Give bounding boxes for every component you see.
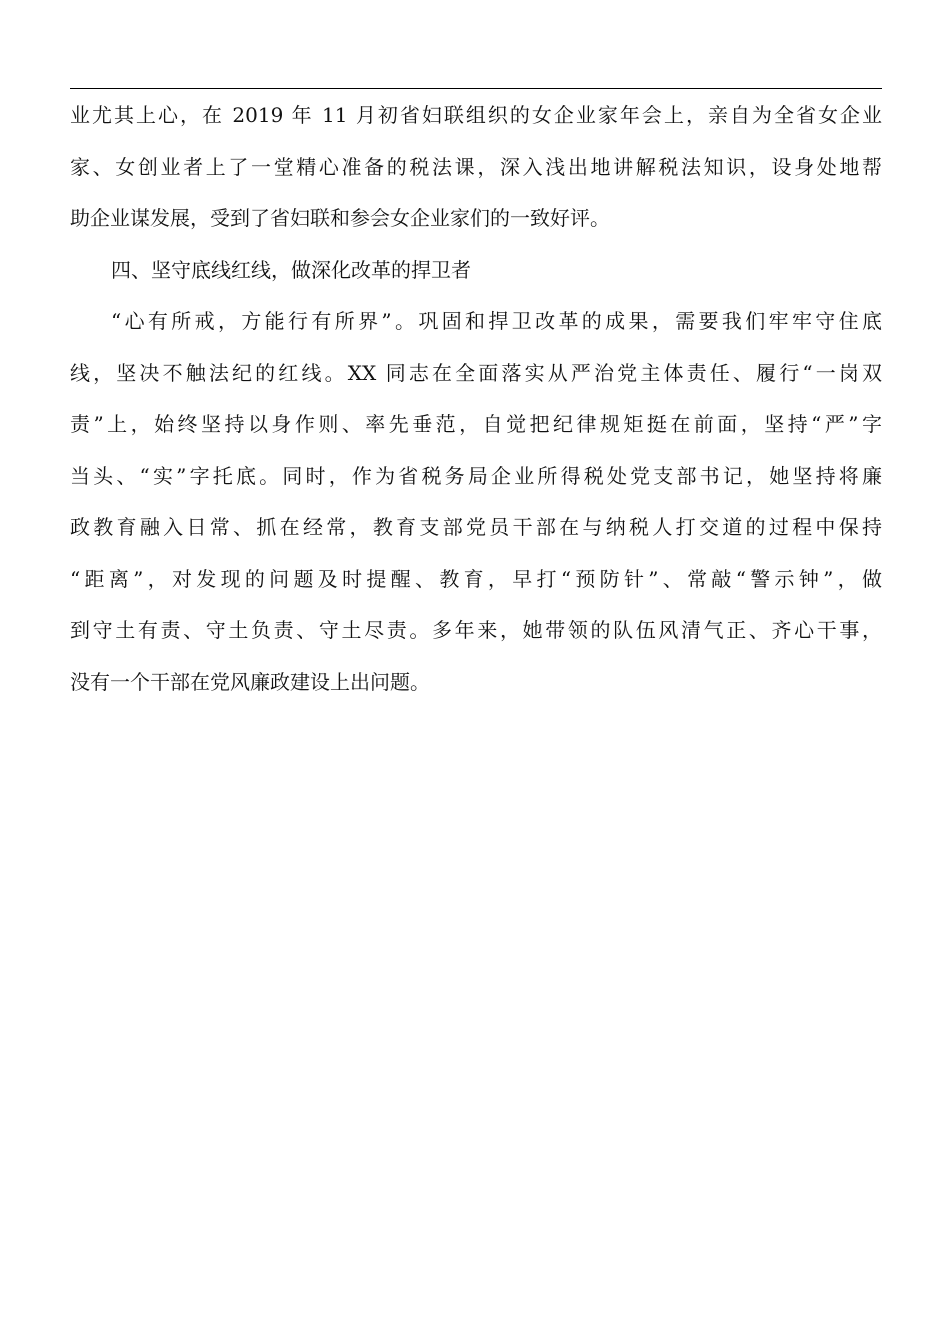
text-line: 业尤其上心，在 2019 年 11 月初省妇联组织的女企业家年会上，亲自为全省女企业 [70, 103, 882, 127]
document-body [70, 90, 882, 708]
text-line: 家、女创业者上了一堂精心准备的税法课，深入浅出地讲解税法知识，设身处地帮 [70, 154, 882, 179]
paragraph [70, 296, 882, 708]
heading-line: 四、坚守底线红线，做深化改革的捍卫者 [111, 257, 471, 282]
text-line: 责”上，始终坚持以身作则、率先垂范，自觉把纪律规矩挺在前面，坚持“严”字 [70, 412, 882, 436]
text-line: 没有一个干部在党风廉政建设上出问题。 [70, 669, 430, 694]
paragraph [70, 90, 882, 245]
text-line: 到守土有责、守土负责、守土尽责。多年来，她带领的队伍风清气正、齐心干事， [70, 618, 882, 642]
section-heading [70, 245, 882, 297]
text-line: 线，坚决不触法纪的红线。XX 同志在全面落实从严治党主体责任、履行“一岗双 [70, 360, 882, 385]
text-line: “距离”，对发现的问题及时提醒、教育，早打“预防针”、常敲“警示钟”，做 [70, 566, 882, 591]
text-line: 当头、“实”字托底。同时，作为省税务局企业所得税处党支部书记，她坚持将廉 [70, 463, 882, 488]
text-line: 政教育融入日常、抓在经常，教育支部党员干部在与纳税人打交道的过程中保持 [70, 515, 882, 539]
text-line: “心有所戒，方能行有所界”。巩固和捍卫改革的成果，需要我们牢牢守住底 [111, 309, 882, 333]
header-rule [70, 88, 882, 89]
text-line: 助企业谋发展，受到了省妇联和参会女企业家们的一致好评。 [70, 206, 610, 230]
